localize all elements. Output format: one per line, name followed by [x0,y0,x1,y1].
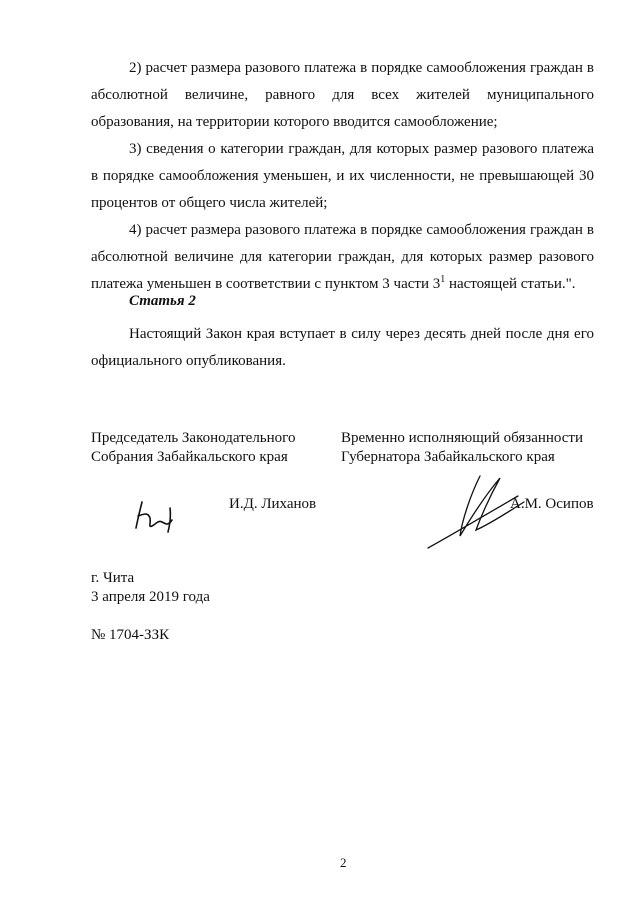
right-signatory-name: А.М. Осипов [510,496,594,512]
item-4-text-end: настоящей статьи.". [445,276,576,292]
item-4-paragraph [91,217,594,298]
left-title-line-1: Председатель Законодательного [91,430,296,446]
left-title-line-2: Собрания Забайкальского края [91,449,288,465]
item-4-text: 4) расчет размера разового платежа в порядке самообложения граждан в абсолютной величине для категории граждан, для которых размер разового платежа уменьшен в соответствии с пунктом 3 части 3 [91,222,594,292]
right-title-line-2: Губернатора Забайкальского края [341,449,555,465]
law-number: № 1704-ЗЗК [91,627,170,643]
right-title-line-1: Временно исполняющий обязанности [341,430,584,446]
item-2-paragraph: 2) расчет размера разового платежа в порядке самообложения граждан в абсолютной величине, равного для всех жителей муниципального образования, на территории которого вводится самообложение; [91,60,594,130]
page-number: 2 [340,855,347,870]
article-2-heading: Статья 2 [129,293,196,309]
right-signatory-title [341,429,583,467]
left-signatory-title [91,429,295,467]
left-signature-image [118,490,198,540]
city-line: г. Чита [91,570,135,586]
article-2-text: Настоящий Закон края вступает в силу через десять дней после дня его официального опубликования. [91,326,594,369]
item-4-superscript: 1 [440,274,446,285]
left-signatory-name: И.Д. Лиханов [229,496,317,512]
date-line: 3 апреля 2019 года [91,589,210,605]
item-3-paragraph: 3) сведения о категории граждан, для которых размер разового платежа в порядке самообложения уменьшен, и их численности, не превышающей 30 процентов от общего числа жителей; [91,141,594,211]
right-signature-image [420,466,530,556]
